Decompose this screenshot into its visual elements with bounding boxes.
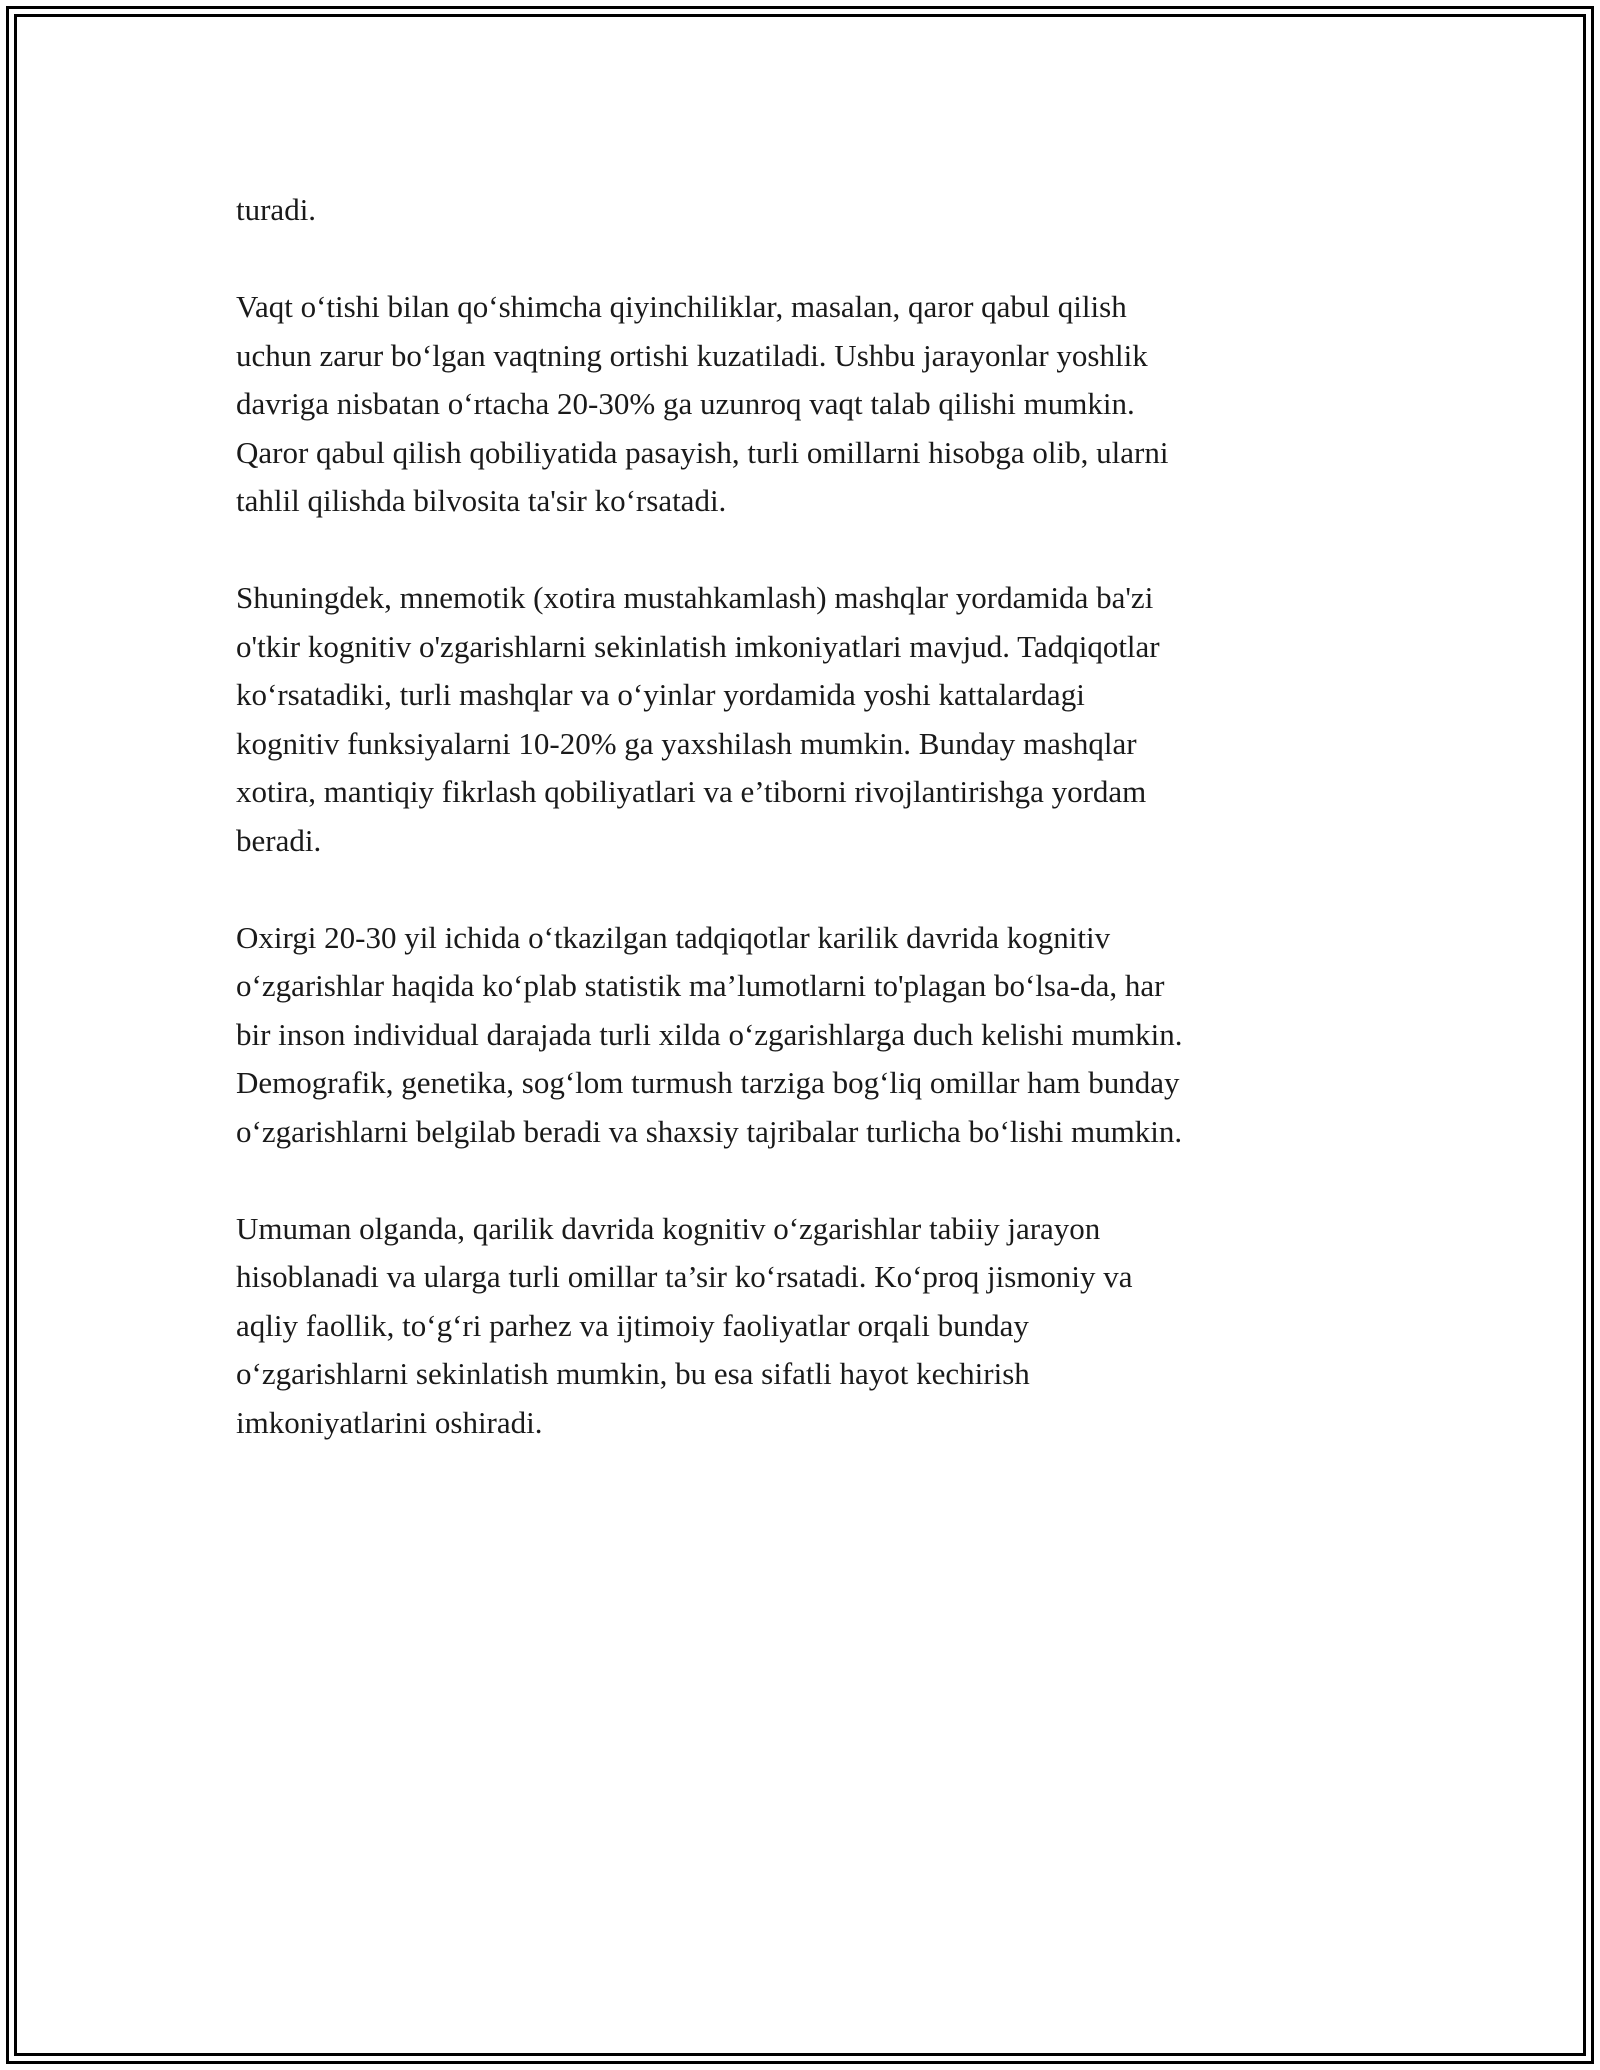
text-line: o‘zgarishlarni belgilab beradi va shaxsiy tajribalar turlicha bo‘lishi mumkin. — [236, 1113, 1183, 1149]
text-line: o'tkir kognitiv o'zgarishlarni sekinlatish imkoniyatlari mavjud. Tadqiqotlar — [236, 628, 1160, 664]
text-line: Oxirgi 20-30 yil ichida o‘tkazilgan tadqiqotlar karilik davrida kognitiv — [236, 919, 1111, 955]
text-line: uchun zarur bo‘lgan vaqtning ortishi kuzatiladi. Ushbu jarayonlar yoshlik — [236, 337, 1148, 373]
text-line: kognitiv funksiyalarni 10-20% ga yaxshilash mumkin. Bunday mashqlar — [236, 725, 1137, 761]
paragraph-4 — [236, 914, 1366, 1157]
text-line: o‘zgarishlar haqida ko‘plab statistik ma’lumotlarni to'plagan bo‘lsa-da, har — [236, 968, 1165, 1003]
text-line: o‘zgarishlarni sekinlatish mumkin, bu esa sifatli hayot kechirish — [236, 1356, 1030, 1391]
text-line: xotira, mantiqiy fikrlash qobiliyatlari va e’tiborni rivojlantirishga yordam — [236, 774, 1147, 809]
paragraph-1 — [236, 186, 1366, 235]
text-line: ko‘rsatadiki, turli mashqlar va o‘yinlar yordamida yoshi kattalardagi — [236, 677, 1085, 712]
text-line: turadi. — [236, 192, 317, 227]
text-line: Demografik, genetika, sog‘lom turmush tarziga bog‘liq omillar ham bunday — [236, 1065, 1180, 1100]
text-line: imkoniyatlarini oshiradi. — [236, 1404, 543, 1440]
text-line: bir inson individual darajada turli xilda o‘zgarishlarga duch kelishi mumkin. — [236, 1016, 1183, 1052]
text-line: tahlil qilishda bilvosita ta'sir ko‘rsatadi. — [236, 483, 727, 518]
document-body — [236, 186, 1366, 1496]
text-line: davriga nisbatan o‘rtacha 20-30% ga uzunroq vaqt talab qilishi mumkin. — [236, 386, 1135, 421]
text-line: Umuman olganda, qarilik davrida kognitiv o‘zgarishlar tabiiy jarayon — [236, 1210, 1101, 1246]
text-line: Vaqt o‘tishi bilan qo‘shimcha qiyinchiliklar, masalan, qaror qabul qilish — [236, 289, 1127, 324]
paragraph-5 — [236, 1205, 1366, 1448]
paragraph-3 — [236, 574, 1366, 865]
text-line: Shuningdek, mnemotik (xotira mustahkamlash) mashqlar yordamida ba'zi — [236, 580, 1154, 615]
text-line: beradi. — [236, 822, 322, 858]
text-line: hisoblanadi va ularga turli omillar ta’sir ko‘rsatadi. Ko‘proq jismoniy va — [236, 1259, 1133, 1294]
text-line: aqliy faollik, to‘g‘ri parhez va ijtimoiy faoliyatlar orqali bunday — [236, 1307, 1029, 1343]
text-line: Qaror qabul qilish qobiliyatida pasayish, turli omillarni hisobga olib, ularni — [236, 434, 1169, 470]
paragraph-2 — [236, 283, 1366, 526]
